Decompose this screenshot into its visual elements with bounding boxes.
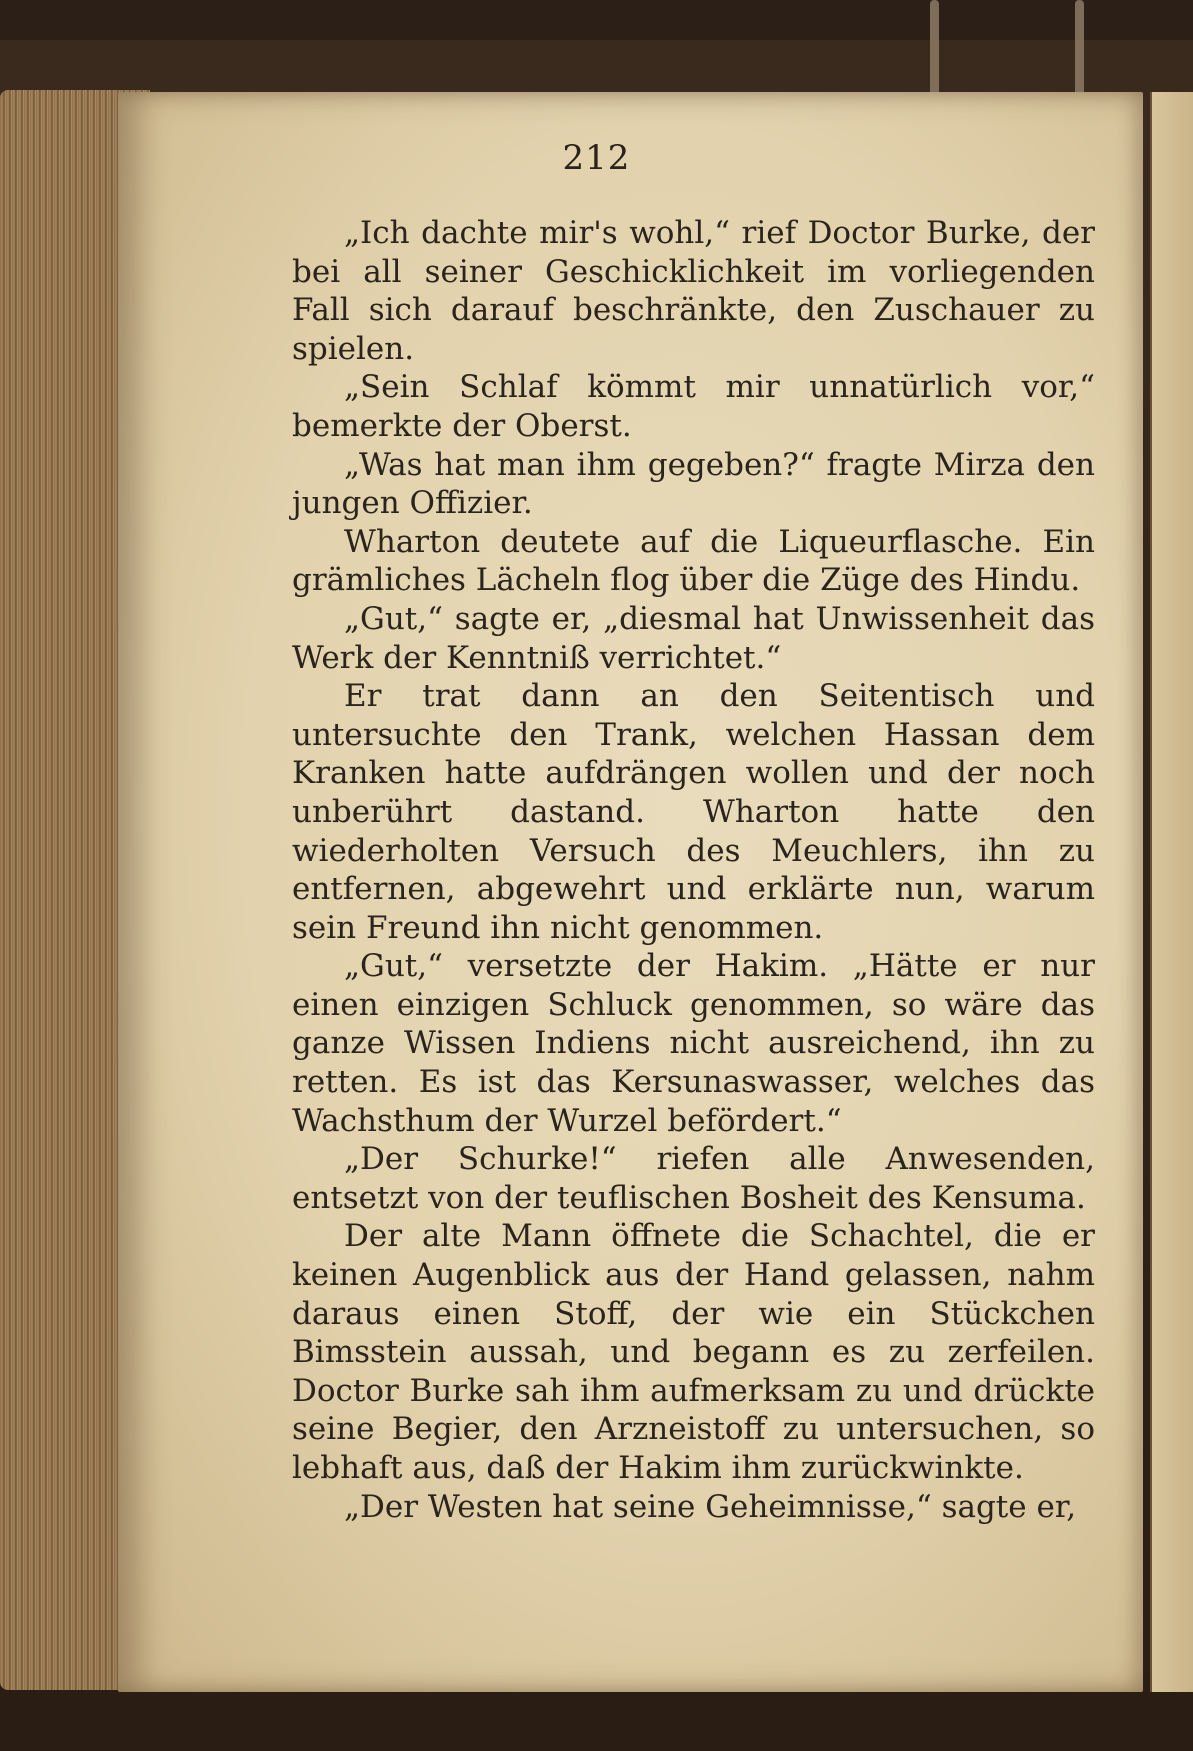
paragraph: Er trat dann an den Seitentisch und untersuchte den Trank, welchen Hassan dem Kranken hatte aufdrängen wollen und der noch unberührt dastand. Wharton hatte den wiederholten Versuch des Meuchlers, ihn zu entfernen, abgewehrt und erklärte nun, warum sein Freund ihn nicht genommen. [292, 678, 1095, 946]
binding-string-right [1075, 0, 1084, 95]
page-text [292, 214, 1095, 1526]
paragraph: Wharton deutete auf die Liqueurflasche. Ein grämliches Lächeln flog über die Züge des Hindu. [292, 523, 1095, 599]
paragraph: Der alte Mann öffnete die Schachtel, die er keinen Augenblick aus der Hand gelassen, nahm daraus einen Stoff, der wie ein Stückchen Bimsstein aussah, und begann es zu zerfeilen. Doctor Burke sah ihm aufmerksam zu und drückte seine Begier, den Arzneistoff zu untersuchen, so lebhaft aus, daß der Hakim ihm zurückwinkte. [292, 1218, 1095, 1486]
paragraph: „Gut,“ versetzte der Hakim. „Hätte er nur einen einzigen Schluck genommen, so wäre das ganze Wissen Indiens nicht ausreichend, ihn zu retten. Es ist das Kersunaswasser, welches das Wachsthum der Wurzel befördert.“ [292, 948, 1095, 1139]
paragraph: „Der Westen hat seine Geheimnisse,“ sagte er, [344, 1488, 1077, 1525]
facing-page-edge [1150, 92, 1193, 1692]
binding-string-left [930, 0, 939, 95]
paragraph: „Was hat man ihm gegeben?“ fragte Mirza den jungen Offizier. [292, 446, 1095, 522]
paragraph: „Gut,“ sagte er, „diesmal hat Unwissenheit das Werk der Kenntniß verrichtet.“ [292, 600, 1095, 676]
paragraph: „Sein Schlaf kömmt mir unnatürlich vor,“ bemerkte der Oberst. [292, 369, 1095, 444]
page-number: 212 [562, 138, 631, 178]
paragraph: „Der Schurke!“ riefen alle Anwesenden, entsetzt von der teuflischen Bosheit des Kensuma. [292, 1141, 1095, 1216]
paragraph: „Ich dachte mir's wohl,“ rief Doctor Burke, der bei all seiner Geschicklichkeit im vorliegenden Fall sich darauf beschränkte, den Zuschauer zu spielen. [292, 215, 1095, 367]
